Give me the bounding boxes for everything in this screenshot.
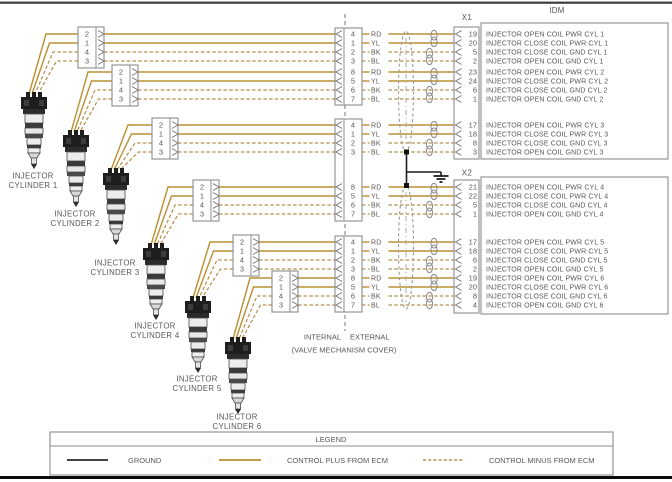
injector-part [23, 109, 45, 114]
idm-pin-number: 2 [472, 56, 477, 66]
injector-part [227, 354, 249, 359]
wire-color-label: YL [371, 284, 380, 292]
injector-part [192, 352, 204, 357]
wire-color-label: BL [371, 302, 380, 310]
idm-row-label: INJECTOR CLOSE COIL PWR CYL 1 [486, 40, 609, 48]
wire-color-label: BL [371, 96, 380, 104]
pin-number: 2 [278, 273, 284, 283]
pin-number: 1 [84, 38, 90, 48]
idm-row-label: INJECTOR OPEN COIL PWR CYL 1 [486, 31, 605, 39]
pin-number: 2 [84, 29, 90, 39]
idm-pin-number: 2 [472, 264, 477, 274]
injector-part [191, 349, 205, 352]
pin-number: 3 [199, 209, 205, 219]
injector-part [149, 296, 163, 299]
wire-color-label: YL [371, 248, 380, 256]
injector-label: INJECTOR [54, 209, 96, 219]
injector-label: INJECTOR [176, 374, 218, 384]
bottom-border [0, 476, 672, 479]
pin-number: 3 [158, 147, 164, 157]
idm-pin-number: 17 [468, 120, 477, 130]
injector-part [229, 359, 247, 368]
injector-part [188, 304, 193, 310]
injector-part [147, 279, 165, 285]
internal-label: INTERNAL [303, 332, 341, 342]
idm-row-label: INJECTOR CLOSE COIL GND CYL 4 [486, 202, 608, 210]
external-label: EXTERNAL [350, 332, 390, 342]
wire-color-label: YL [371, 40, 380, 48]
injector-part [150, 299, 162, 304]
injector-part [229, 373, 247, 379]
wire-color-label: BL [371, 58, 380, 66]
wire-color-label: RD [371, 184, 382, 192]
wire-color-label: BL [371, 149, 380, 157]
injector-part [228, 345, 233, 351]
idm-pin-number: 19 [468, 29, 477, 39]
x2-title: X2 [461, 168, 473, 178]
injector-connector-block-1 [78, 27, 104, 68]
idm-row-label: INJECTOR OPEN COIL GND CYL 4 [486, 211, 604, 219]
injector-part [39, 100, 44, 106]
ground-junction-dot [404, 183, 409, 188]
injector-part [191, 342, 205, 349]
idm-pin-number: 8 [472, 138, 477, 148]
injector-part [110, 224, 122, 229]
idm-row-label: INJECTOR OPEN COIL GND CYL 3 [486, 149, 604, 157]
injector-part [161, 251, 166, 257]
injector-part [25, 134, 43, 138]
pin-number: 1 [118, 76, 124, 86]
injector-connector-block-2 [112, 65, 138, 106]
pin-number: 2 [199, 182, 205, 192]
pin-number: 8 [350, 273, 356, 283]
injector-part [109, 221, 123, 224]
injector-part [121, 176, 126, 182]
pin-number: 4 [278, 291, 284, 301]
injector-part [189, 327, 207, 332]
pin-number: 4 [350, 237, 356, 247]
pin-number: 4 [158, 138, 164, 148]
idm-row-label: INJECTOR CLOSE COIL GND CYL 3 [486, 140, 608, 148]
idm-pin-number: 21 [468, 182, 477, 192]
injector-part [189, 338, 207, 342]
pin-number: 1 [350, 129, 356, 139]
wire-color-label: RD [371, 239, 382, 247]
injector-part [107, 204, 125, 210]
pin-number: 2 [158, 120, 164, 130]
injector-part [66, 138, 71, 144]
pin-number: 2 [350, 47, 356, 57]
injector-part [203, 304, 208, 310]
injector-part [147, 274, 165, 279]
pin-number: 3 [350, 264, 356, 274]
idm-row-label: INJECTOR CLOSE COIL PWR CYL 2 [486, 78, 609, 86]
injector-part [196, 362, 201, 368]
injector-label: INJECTOR [216, 412, 258, 422]
engine-harness-block-3 [335, 236, 362, 312]
injector-part [70, 186, 82, 191]
idm-row-label: INJECTOR CLOSE COIL PWR CYL 3 [486, 131, 609, 139]
wire-color-label: YL [371, 193, 380, 201]
injector-part [231, 390, 245, 393]
idm-row-label: INJECTOR CLOSE COIL PWR CYL 4 [486, 193, 609, 201]
pin-number: 2 [118, 67, 124, 77]
idm-row-label: INJECTOR OPEN COIL GND CYL 2 [486, 96, 604, 104]
idm-pin-number: 19 [468, 273, 477, 283]
wire-color-label: BK [371, 49, 381, 57]
injector-part [243, 345, 248, 351]
injector-label: CYLINDER 6 [212, 422, 262, 432]
injector-part [149, 289, 163, 296]
injector-part [74, 196, 79, 202]
injector-part [147, 285, 165, 289]
wire-color-label: BK [371, 87, 381, 95]
injector-connector-block-6 [272, 271, 298, 312]
injector-part [67, 166, 85, 172]
injector-part [107, 210, 125, 214]
wire-color-label: BL [371, 211, 380, 219]
injector-part [232, 393, 244, 398]
injector-part [25, 128, 43, 134]
pin-number: 3 [118, 94, 124, 104]
idm-row-label: INJECTOR CLOSE COIL GND CYL 5 [486, 257, 608, 265]
idm-title: IDM [549, 5, 565, 15]
idm-row-label: INJECTOR OPEN COIL PWR CYL 6 [486, 275, 605, 283]
pin-number: 6 [350, 85, 356, 95]
injector-part [229, 379, 247, 383]
pin-number: 5 [350, 191, 356, 201]
injector-part [67, 152, 85, 161]
idm-pin-number: 6 [472, 255, 477, 265]
legend-item-label: GROUND [128, 456, 162, 466]
injector-part [105, 185, 127, 190]
injector-connector-block-5 [233, 235, 259, 276]
pin-number: 3 [350, 56, 356, 66]
idm-pin-number: 23 [468, 67, 477, 77]
wire-color-label: YL [371, 131, 380, 139]
idm-pin-number: 18 [468, 129, 477, 139]
injector-part [69, 183, 83, 186]
idm-row-label: INJECTOR OPEN COIL PWR CYL 2 [486, 69, 605, 77]
injector-part [145, 260, 167, 265]
pin-number: 4 [199, 200, 205, 210]
wire-color-label: RD [371, 275, 382, 283]
wire-color-label: BK [371, 202, 381, 210]
legend-item-label: CONTROL MINUS FROM ECM [489, 456, 595, 466]
pin-number: 3 [278, 300, 284, 310]
pin-number: 4 [350, 29, 356, 39]
pin-number: 1 [199, 191, 205, 201]
idm-row-label: INJECTOR OPEN COIL GND CYL 6 [486, 302, 604, 310]
idm-pin-number: 4 [472, 300, 477, 310]
pin-number: 2 [350, 255, 356, 265]
ground-junction-dot [404, 150, 409, 155]
injector-connector-block-4 [193, 180, 219, 221]
injector-part [231, 383, 245, 390]
wire-color-label: BK [371, 257, 381, 265]
pin-number: 2 [350, 138, 356, 148]
pin-number: 3 [239, 264, 245, 274]
pin-number: 8 [350, 182, 356, 192]
pin-number: 4 [84, 47, 90, 57]
injector-label: CYLINDER 4 [130, 331, 180, 341]
pin-number: 1 [278, 282, 284, 292]
pin-number: 2 [239, 237, 245, 247]
injector-part [27, 145, 41, 148]
idm-pin-number: 1 [472, 94, 477, 104]
injector-part [25, 114, 43, 123]
idm-pin-number: 20 [468, 282, 477, 292]
injector-part [69, 176, 83, 183]
injector-part [67, 161, 85, 166]
idm-pin-number: 20 [468, 38, 477, 48]
injector-part [24, 100, 29, 106]
injector-label: INJECTOR [134, 321, 176, 331]
injector-part [106, 176, 111, 182]
pin-number: 1 [158, 129, 164, 139]
injector-connector-block-3 [152, 118, 178, 159]
idm-row-label: INJECTOR CLOSE COIL GND CYL 1 [486, 49, 608, 57]
injector-label: CYLINDER 3 [90, 268, 140, 278]
pin-number: 3 [84, 56, 90, 66]
wire-color-label: RD [371, 69, 382, 77]
pin-number: 4 [350, 120, 356, 130]
pin-number: 8 [350, 67, 356, 77]
idm-pin-number: 5 [472, 200, 477, 210]
pin-number: 1 [350, 38, 356, 48]
pin-number: 5 [350, 76, 356, 86]
injector-part [27, 138, 41, 145]
pin-number: 1 [350, 246, 356, 256]
idm-row-label: INJECTOR OPEN COIL GND CYL 1 [486, 58, 604, 66]
idm-row-label: INJECTOR OPEN COIL GND CYL 5 [486, 266, 604, 274]
idm-row-label: INJECTOR CLOSE COIL GND CYL 6 [486, 293, 608, 301]
injector-label: CYLINDER 1 [8, 181, 58, 191]
legend-title: LEGEND [315, 435, 347, 445]
injector-label: CYLINDER 2 [50, 219, 100, 229]
idm-row-label: INJECTOR CLOSE COIL PWR CYL 6 [486, 284, 609, 292]
pin-number: 6 [350, 200, 356, 210]
wire-color-label: BK [371, 140, 381, 148]
pin-number: 5 [350, 282, 356, 292]
idm-pin-number: 17 [468, 237, 477, 247]
injector-part [146, 251, 151, 257]
idm-pin-number: 3 [472, 147, 477, 157]
injector-label: CYLINDER 5 [172, 384, 222, 394]
pin-number: 1 [239, 246, 245, 256]
injector-part [236, 403, 241, 409]
pin-number: 4 [118, 85, 124, 95]
idm-pin-number: 24 [468, 76, 477, 86]
idm-row-label: INJECTOR OPEN COIL PWR CYL 3 [486, 122, 605, 130]
engine-harness-block-1 [335, 28, 362, 105]
idm-pin-number: 8 [472, 291, 477, 301]
wire-color-label: BK [371, 293, 381, 301]
cover-note: (VALVE MECHANISM COVER) [291, 345, 397, 355]
pin-number: 7 [350, 300, 356, 310]
idm-row-label: INJECTOR OPEN COIL PWR CYL 4 [486, 184, 605, 192]
injector-part [107, 190, 125, 199]
idm-row-label: INJECTOR CLOSE COIL PWR CYL 5 [486, 248, 609, 256]
wire-color-label: BL [371, 266, 380, 274]
wire-color-label: RD [371, 31, 382, 39]
x1-title: X1 [461, 12, 473, 22]
wire-color-label: RD [371, 122, 382, 130]
injector-part [107, 199, 125, 204]
pin-number: 4 [239, 255, 245, 265]
injector-part [187, 313, 209, 318]
idm-pin-number: 18 [468, 246, 477, 256]
wire-color-label: YL [371, 78, 380, 86]
injector-part [109, 214, 123, 221]
top-border [0, 2, 672, 4]
injector-part [189, 332, 207, 338]
idm-pin-number: 6 [472, 85, 477, 95]
injector-part [147, 265, 165, 274]
injector-label: INJECTOR [94, 258, 136, 268]
idm-row-label: INJECTOR CLOSE COIL GND CYL 2 [486, 87, 608, 95]
pin-number: 7 [350, 209, 356, 219]
pin-number: 6 [350, 291, 356, 301]
injector-part [154, 309, 159, 315]
injector-part [229, 368, 247, 373]
injector-part [65, 147, 87, 152]
idm-row-label: INJECTOR OPEN COIL PWR CYL 5 [486, 239, 605, 247]
pin-number: 3 [350, 147, 356, 157]
pin-number: 7 [350, 94, 356, 104]
injector-label: INJECTOR [12, 171, 54, 181]
engine-harness-block-2 [335, 119, 362, 221]
injector-part [25, 123, 43, 128]
injector-part [32, 158, 37, 164]
idm-pin-number: 1 [472, 209, 477, 219]
idm-pin-number: 22 [468, 191, 477, 201]
legend-item-label: CONTROL PLUS FROM ECM [287, 456, 388, 466]
idm-pin-number: 5 [472, 47, 477, 57]
injector-part [189, 318, 207, 327]
injector-part [67, 172, 85, 176]
injector-part [114, 234, 119, 240]
injector-part [28, 148, 40, 153]
injector-part [81, 138, 86, 144]
